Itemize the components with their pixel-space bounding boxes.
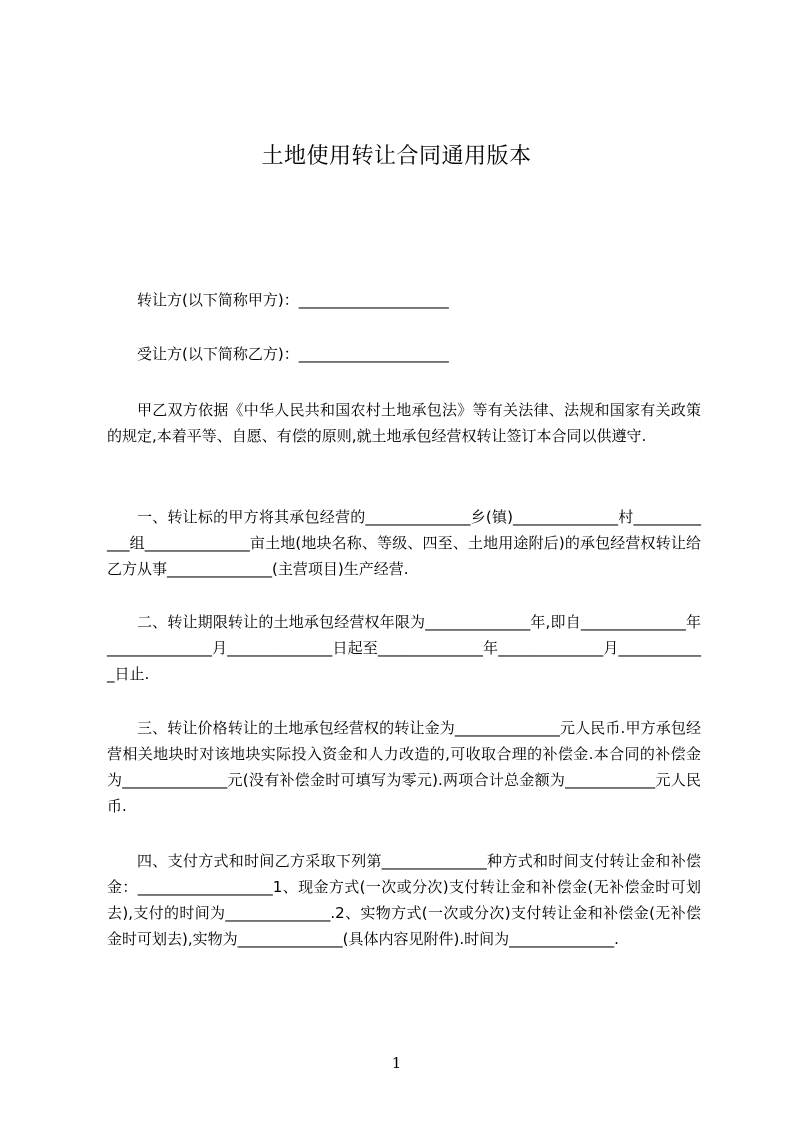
party-b-line: 受让方(以下简称乙方)：____________________	[137, 345, 449, 363]
document-title: 土地使用转让合同通用版本	[261, 144, 532, 169]
section-transfer-term: 二、转让期限转让的土地承包经营权年限为______________年,即自______________年______________月______________日起至______________年______________月____________日止.	[107, 613, 701, 683]
section-payment-method: 四、支付方式和时间乙方采取下列第______________种方式和时间支付转让金和补偿金：__________________1、现金方式(一次或分次)支付转让金和补偿金(无补偿金时可划去),支付的时间为______________.2、实物方式(一次或分次)支付转让金和补偿金(无补偿金时可划去),实物为______________(具体内容见附件).时间为______________.	[107, 852, 701, 948]
section-transfer-subject: 一、转让标的甲方将其承包经营的______________乡(镇)______________村____________组______________亩土地(地块名称、等级、四至、土地用途附后)的承包经营权转让给乙方从事______________(主营项目)生产经营.	[107, 508, 701, 578]
intro-paragraph: 甲乙双方依据《中华人民共和国农村土地承包法》等有关法律、法规和国家有关政策的规定,本着平等、自愿、有偿的原则,就土地承包经营权转让签订本合同以供遵守.	[107, 401, 701, 445]
section-transfer-price: 三、转让价格转让的土地承包经营权的转让金为______________元人民币.甲方承包经营相关地块时对该地块实际投入资金和人力改造的,可收取合理的补偿金.本合同的补偿金为______________元(没有补偿金时可填写为零元).两项合计总金额为____________元人民币.	[107, 719, 701, 815]
page-number: 1	[391, 1054, 402, 1072]
party-a-line: 转让方(以下简称甲方)：____________________	[137, 291, 449, 309]
